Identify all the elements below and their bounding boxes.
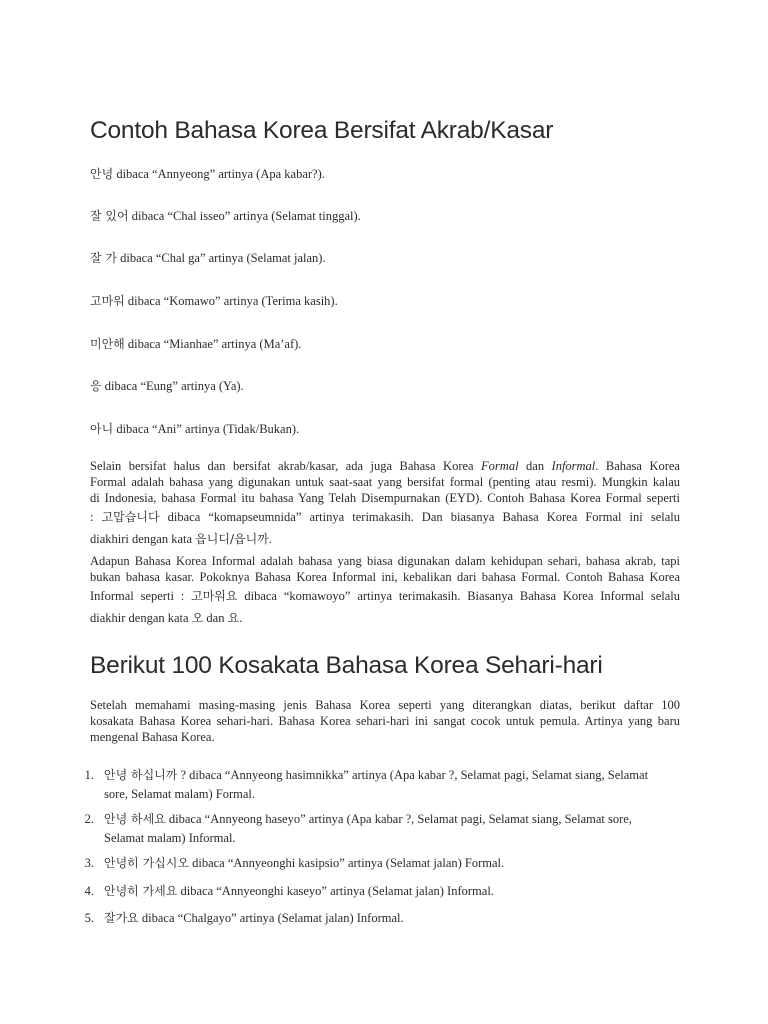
informal-paragraph	[90, 553, 680, 629]
phrase-line	[90, 335, 301, 352]
paragraph-line: diakhiri dengan kata 읍니디/읍니까.	[90, 532, 272, 546]
phrase-line	[90, 165, 325, 182]
list-number: 4.	[84, 884, 94, 898]
paragraph-line: : 고맙습니다 dibaca “komapseumnida” artinya terimakasih. Dan biasanya Bahasa Korea Formal ini selalu	[90, 510, 680, 524]
list-number: 5.	[84, 911, 94, 925]
paragraph-line: Formal adalah bahasa yang digunakan untuk saat-saat yang bersifat formal (penting atau resmi). Mungkin kalau	[90, 475, 680, 489]
list-number: 2.	[84, 812, 94, 826]
korean-word: 안녕 하십니까	[104, 768, 178, 782]
formal-term: Formal	[481, 459, 519, 473]
list-number: 3.	[84, 856, 94, 870]
phrase-line	[90, 377, 244, 394]
korean-word: 잘 가	[90, 251, 117, 265]
phrase-meaning: dibaca “Annyeong” artinya (Apa kabar?).	[113, 167, 325, 181]
section-heading-vocabulary: Berikut 100 Kosakata Bahasa Korea Sehari-hari	[90, 652, 603, 679]
formal-paragraph	[90, 458, 680, 550]
korean-word: 고마워요	[191, 589, 238, 603]
korean-word: 고맙습니다	[101, 510, 160, 524]
phrase-line	[90, 207, 361, 224]
paragraph-line: Selain bersifat halus dan bersifat akrab/kasar, ada juga Bahasa Korea Formal dan Informal. Bahasa Korea	[90, 459, 680, 473]
paragraph-line: bukan bahasa kasar. Pokoknya Bahasa Korea Informal ini, kebalikan dari bahasa Formal. Contoh Bahasa Korea	[90, 570, 680, 584]
paragraph-line: mengenal Bahasa Korea.	[90, 730, 215, 744]
paragraph-line: Informal seperti : 고마워요 dibaca “komawoyo” artinya terimakasih. Biasanya Bahasa Korea Informal selalu	[90, 589, 681, 603]
korean-word: 안녕	[90, 167, 114, 181]
korean-word: 잘 있어	[90, 209, 129, 223]
phrase-line	[90, 292, 338, 309]
korean-word: 미안해	[90, 337, 125, 351]
phrase-meaning: dibaca “Chal isseo” artinya (Selamat tinggal).	[128, 209, 361, 223]
korean-word: 아니	[90, 422, 114, 436]
paragraph-line: Setelah memahami masing-masing jenis Bahasa Korea seperti yang diterangkan diatas, berikut daftar 100	[90, 698, 680, 712]
phrase-meaning: dibaca “Mianhae” artinya (Ma’af).	[124, 337, 302, 351]
korean-word: 오	[191, 611, 204, 625]
korean-word: 고마워	[90, 294, 125, 308]
korean-word: 읍니디/읍니까	[195, 532, 269, 546]
phrase-meaning: dibaca “Eung” artinya (Ya).	[101, 379, 244, 393]
paragraph-line: Adapun Bahasa Korea Informal adalah bahasa yang biasa digunakan dalam kehidupan sehari, bahasa akrab, tapi	[90, 554, 680, 568]
phrase-meaning: dibaca “Chal ga” artinya (Selamat jalan).	[117, 251, 326, 265]
vocabulary-intro	[90, 697, 680, 745]
paragraph-line: di Indonesia, bahasa Formal itu bahasa Yang Telah Disempurnakan (EYD). Contoh Bahasa Korea Formal seperti	[90, 491, 680, 505]
section-heading-informal: Contoh Bahasa Korea Bersifat Akrab/Kasar	[90, 117, 554, 144]
phrase-meaning: dibaca “Komawo” artinya (Terima kasih).	[124, 294, 338, 308]
phrase-line	[90, 420, 299, 437]
informal-term: Informal	[551, 459, 596, 473]
phrase-line	[90, 249, 326, 266]
phrase-meaning: dibaca “Ani” artinya (Tidak/Bukan).	[113, 422, 300, 436]
korean-word: 응	[90, 379, 102, 393]
korean-word: 안녕 하세요	[104, 812, 166, 826]
paragraph-line: diakhir dengan kata 오 dan 요.	[90, 611, 243, 625]
korean-word: 안녕히 가세요	[104, 884, 178, 898]
korean-word: 잘가요	[104, 911, 139, 925]
document-page: Contoh Bahasa Korea Bersifat Akrab/Kasar 안녕 dibaca “Annyeong” artinya (Apa kabar?). 잘 있어 dibaca “Chal isseo” artinya (Selamat tinggal). 잘 가 dibaca “Chal ga” artinya (Selamat jalan). 고마워 dibaca “Komawo” artinya (Terima kasih). 미안해 dibaca “Mianhae” artinya (Ma’af). 응 dibaca “Eung” artinya (Ya). 아니 dibaca “Ani” artinya (Tidak/Bukan). Selain bersifat halus dan bersifat akrab/kasar, ada juga Bahasa Korea Formal dan Informal. Bahasa Korea Formal adalah bahasa yang digunakan untuk saat-saat yang bersifat formal (penting atau resmi). Mungkin kalau di Indonesia, bahasa Formal itu bahasa Yang Telah Disempurnakan (EYD). Contoh Bahasa Korea Formal seperti : 고맙습니다 dibaca “komapseumnida” artinya terimakasih. Dan biasanya Bahasa Korea Formal ini selalu diakhiri dengan kata 읍니디/읍니까. Adapun Bahasa Korea Informal adalah bahasa yang biasa digunakan dalam kehidupan sehari, bahasa akrab, tapi bukan bahasa kasar. Pokoknya Bahasa Korea Informal ini, kebalikan dari bahasa Formal. Contoh Bahasa Korea Informal seperti : 고마워요 dibaca “komawoyo” artinya terimakasih. Biasanya Bahasa Korea Informal selalu diakhir dengan kata 오 dan 요. Berikut 100 Kosakata Bahasa Korea Sehari-hari Setelah memahami masing-masing jenis Bahasa Korea seperti yang diterangkan diatas, berikut daftar 100 kosakata Bahasa Korea sehari-hari. Bahasa Korea sehari-hari ini sangat cocok untuk pemula. Artinya yang baru mengenal Bahasa Korea. 1. 안녕 하십니까 ? dibaca “Annyeong hasimnikka” artinya (Apa kabar ?, Selamat pagi, Selamat siang, Selamat sore, Selamat malam) Formal. 2. 안녕 하세요 dibaca “Annyeong haseyo” artinya (Apa kabar ?, Selamat pagi, Selamat siang, Selamat sore, Selamat malam) Informal. 3. 안녕히 가십시오 dibaca “Annyeonghi kasipsio” artinya (Selamat jalan) Formal. 4. 안녕히 가세요 dibaca “Annyeonghi kaseyo” artinya (Selamat jalan) Informal. 5. 잘가요 dibaca “Chalgayo” artinya (Selamat jalan) Informal.	[0, 0, 768, 1024]
korean-word: 요	[227, 611, 240, 625]
korean-word: 안녕히 가십시오	[104, 856, 189, 870]
paragraph-line: kosakata Bahasa Korea sehari-hari. Bahasa Korea sehari-hari ini sangat cocok untuk pemula. Artinya yang baru	[90, 714, 680, 728]
list-number: 1.	[84, 768, 94, 782]
